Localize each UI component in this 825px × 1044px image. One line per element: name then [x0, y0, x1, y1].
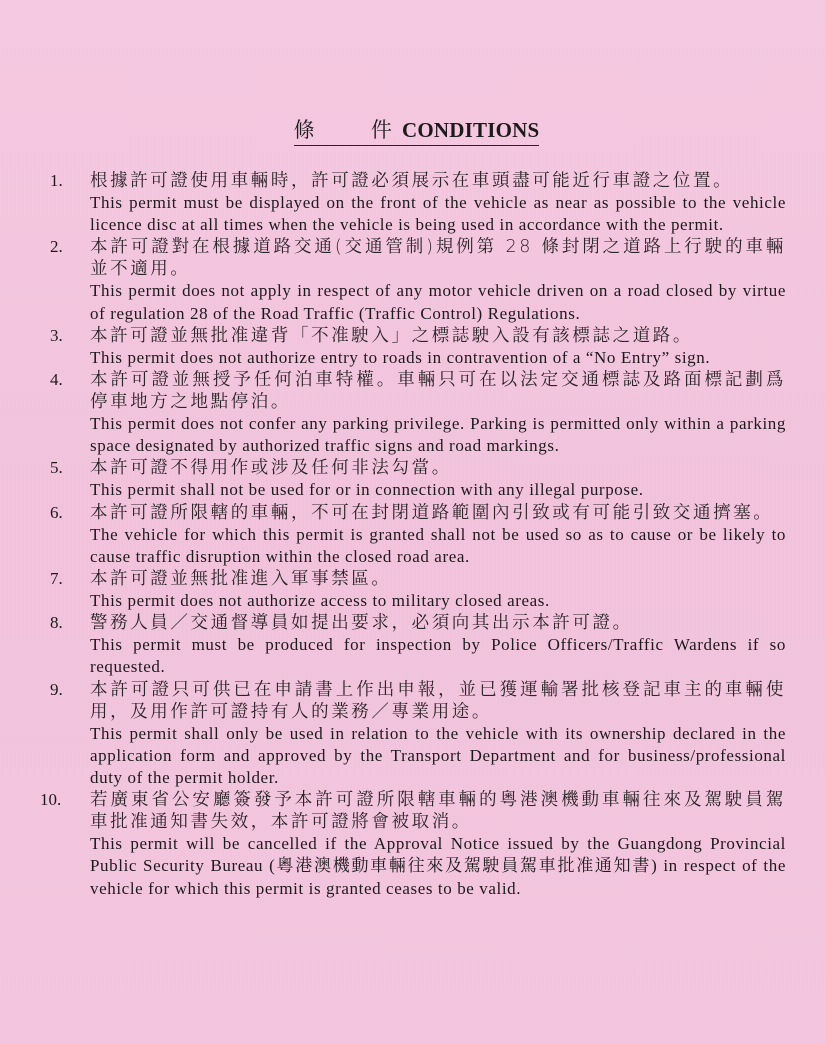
condition-body — [90, 568, 786, 612]
title-underlined — [294, 114, 540, 146]
condition-number: 6. — [50, 502, 63, 522]
condition-body — [90, 369, 786, 457]
condition-text-zh: 警務人員／交通督導員如提出要求，必須向其出示本許可證。 — [90, 613, 633, 634]
condition-text-zh: 根據許可證使用車輛時，許可證必須展示在車頭盡可能近行車證之位置。 — [90, 171, 734, 191]
condition-number: 4. — [50, 370, 63, 390]
condition-number: 5. — [50, 458, 63, 478]
condition-text-zh: 本許可證不得用作或涉及任何非法勾當。 — [90, 458, 452, 479]
condition-body — [90, 170, 786, 236]
condition-body — [90, 612, 786, 678]
condition-text-zh: 本許可證只可供已在申請書上作出申報，並已獲運輸署批核登記車主的車輛使用，及用作許可證持有人的業務／專業用途。 — [90, 679, 786, 722]
condition-text-en: This permit does not apply in respect of any motor vehicle driven on a road closed by virtue of regulation 28 of the Road Traffic (Traffic Control) Regulations. — [90, 281, 786, 323]
condition-item-7 — [46, 568, 786, 612]
title-en: CONDITIONS — [402, 118, 540, 142]
condition-text-en: This permit must be displayed on the front of the vehicle as near as possible to the vehicle licence disc at all times when the vehicle is being used in accordance with the permit. — [90, 193, 786, 235]
condition-number: 7. — [50, 569, 63, 589]
condition-text-en: This permit shall not be used for or in connection with any illegal purpose. — [90, 480, 644, 500]
condition-text-en: The vehicle for which this permit is granted shall not be used so as to cause or be likely to cause traffic disruption within the closed road area. — [90, 524, 786, 566]
condition-number: 1. — [50, 171, 63, 190]
condition-text-en: This permit does not authorize access to military closed areas. — [90, 591, 550, 611]
condition-item-5 — [46, 457, 786, 501]
condition-item-8 — [46, 612, 786, 678]
condition-text-zh: 本許可證所限轄的車輛，不可在封閉道路範圍內引致或有可能引致交通擠塞。 — [90, 502, 774, 523]
condition-text-en: This permit will be cancelled if the Approval Notice issued by the Guangdong Provincial Public Security Bureau (粵港澳機動車輛往來及駕駛員駕車批准通知書) in respect of the vehicle for which this permit is granted ceases to be valid. — [90, 834, 786, 898]
title-zh-char-1: 條 — [293, 118, 315, 142]
condition-text-en: This permit does not authorize entry to roads in contravention of a “No Entry” sign. — [90, 347, 711, 367]
condition-item-9 — [46, 679, 786, 790]
condition-body — [90, 789, 786, 900]
condition-item-1 — [46, 170, 786, 236]
condition-text-zh: 本許可證對在根據道路交通(交通管制)規例第 28 條封閉之道路上行駛的車輛並不適用。 — [90, 237, 786, 280]
condition-number: 8. — [50, 613, 63, 633]
condition-item-3 — [46, 325, 786, 369]
title-zh-char-2: 件 — [370, 118, 393, 142]
condition-body — [90, 457, 786, 501]
condition-item-4 — [46, 369, 786, 457]
condition-body — [90, 502, 786, 568]
condition-number: 10. — [40, 790, 62, 810]
page-title — [0, 114, 825, 146]
condition-number: 9. — [50, 679, 63, 699]
condition-item-2 — [46, 236, 786, 324]
condition-text-en: This permit does not confer any parking privilege. Parking is permitted only within a parking space designated by authorized traffic signs and road markings. — [90, 414, 786, 456]
condition-text-en: This permit must be produced for inspection by Police Officers/Traffic Wardens if so requested. — [90, 635, 786, 677]
condition-number: 3. — [50, 325, 63, 345]
condition-text-zh: 本許可證並無授予任何泊車特權。車輛只可在以法定交通標誌及路面標記劃爲停車地方之地點停泊。 — [90, 370, 786, 413]
conditions-list — [40, 170, 786, 900]
condition-item-10 — [40, 789, 786, 900]
condition-item-6 — [46, 502, 786, 568]
condition-body — [90, 236, 786, 324]
condition-body — [90, 325, 786, 369]
condition-text-zh: 若廣東省公安廳簽發予本許可證所限轄車輛的粵港澳機動車輛往來及駕駛員駕車批准通知書失效，本許可證將會被取消。 — [90, 790, 786, 833]
condition-body — [90, 679, 786, 790]
condition-text-en: This permit shall only be used in relation to the vehicle with its ownership declared in the application form and approved by the Transport Department and for business/professional duty of the permit holder. — [90, 723, 786, 788]
condition-text-zh: 本許可證並無批准進入軍事禁區。 — [90, 569, 392, 590]
condition-number: 2. — [50, 237, 63, 257]
condition-text-zh: 本許可證並無批准違背「不准駛入」之標誌駛入設有該標誌之道路。 — [90, 325, 693, 346]
